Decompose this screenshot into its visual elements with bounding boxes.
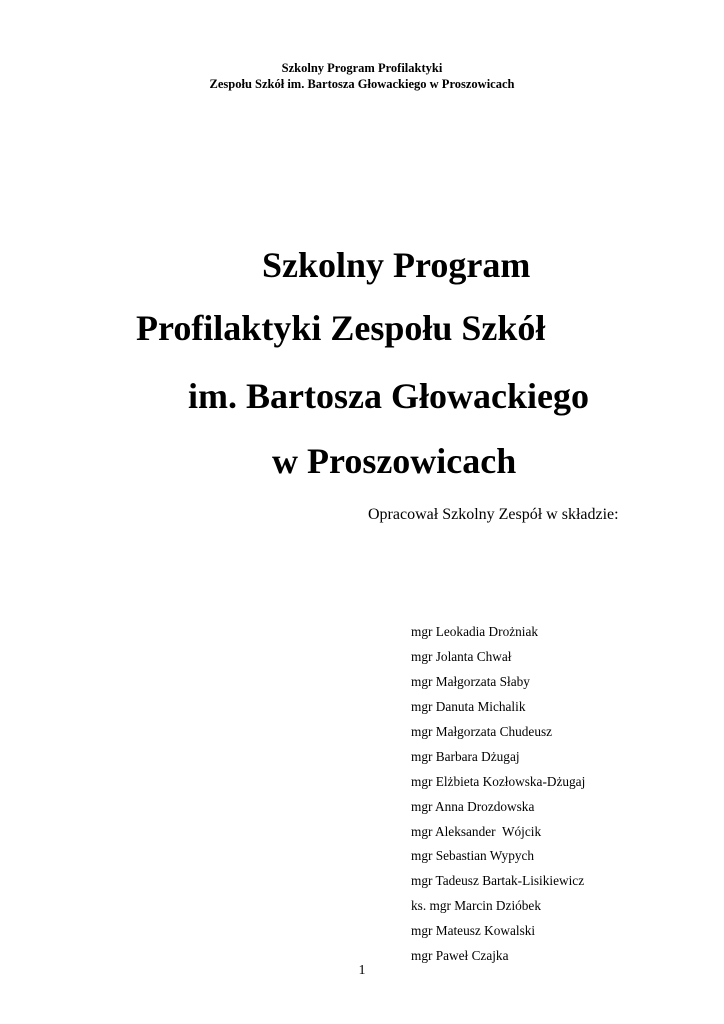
team-member: mgr Sebastian Wypych	[411, 848, 535, 864]
page-number: 1	[358, 963, 366, 978]
team-members-list	[411, 620, 585, 969]
team-member: mgr Paweł Czajka	[411, 948, 509, 964]
team-member: mgr Małgorzata Słaby	[411, 673, 530, 689]
header-line-1: Szkolny Program Profilaktyki	[281, 61, 443, 75]
team-intro: Opracował Szkolny Zespół w składzie:	[368, 506, 619, 523]
team-member: mgr Barbara Dżugaj	[411, 748, 520, 764]
team-member: ks. mgr Marcin Dzióbek	[411, 898, 541, 914]
team-member: mgr Tadeusz Bartak-Lisikiewicz	[411, 873, 585, 889]
title-line-2: Profilaktyki Zespołu Szkół	[136, 308, 546, 348]
title-line-1: Szkolny Program	[262, 245, 531, 285]
title-line-3: im. Bartosza Głowackiego	[188, 376, 589, 416]
team-member: mgr Anna Drozdowska	[411, 798, 535, 814]
team-member: mgr Danuta Michalik	[411, 698, 526, 714]
team-member: mgr Małgorzata Chudeusz	[411, 723, 553, 739]
team-member: mgr Jolanta Chwał	[411, 648, 512, 664]
page-header	[0, 60, 724, 92]
team-member: mgr Leokadia Drożniak	[411, 624, 539, 639]
team-member: mgr Elżbieta Kozłowska-Dżugaj	[411, 773, 586, 789]
title-line-4: w Proszowicach	[272, 441, 517, 481]
team-member: mgr Aleksander Wójcik	[411, 823, 542, 839]
header-line-2: Zespołu Szkół im. Bartosza Głowackiego w Proszowicach	[209, 77, 515, 91]
team-member: mgr Mateusz Kowalski	[411, 923, 536, 939]
